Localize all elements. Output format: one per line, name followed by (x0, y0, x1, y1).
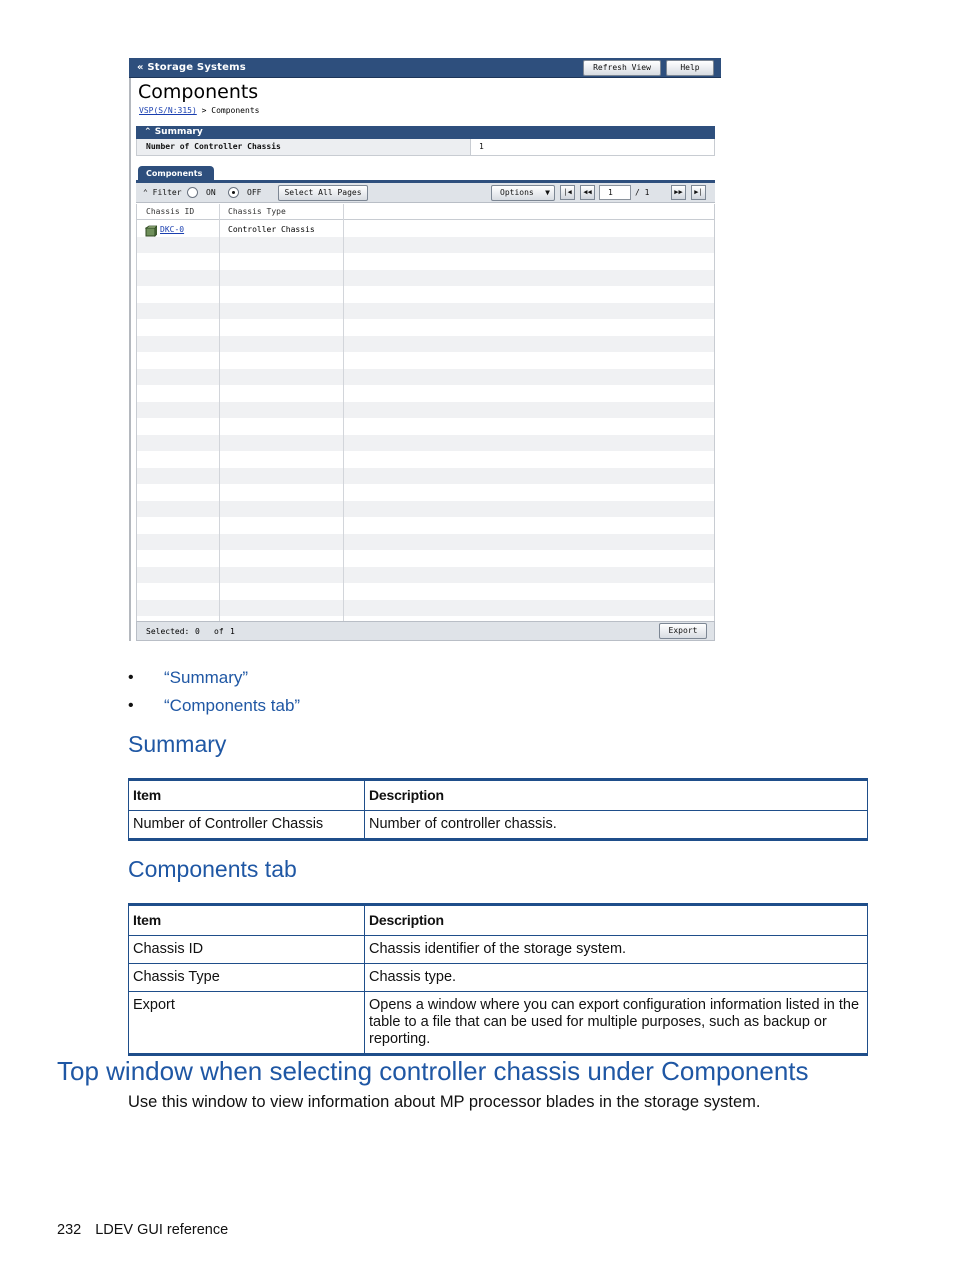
filter-toggle[interactable]: ⌃ Filter (143, 188, 182, 197)
summary-table (128, 778, 868, 841)
first-page-button[interactable] (560, 185, 575, 200)
summary-row-label: Number of Controller Chassis (137, 139, 471, 155)
table-row: Chassis Type Chassis type. (129, 964, 868, 992)
table-toolbar (136, 183, 715, 203)
intro-paragraph: Use this window to view information about MP processor blades in the storage system. (128, 1093, 761, 1111)
footer-title: LDEV GUI reference (95, 1222, 229, 1238)
selected-label: Selected: (146, 627, 190, 636)
tab-components[interactable]: Components (138, 166, 214, 181)
page-number-input[interactable]: 1 (599, 185, 631, 200)
options-dropdown[interactable]: Options ▼ (491, 185, 555, 201)
prev-page-icon: ◀◀ (583, 188, 592, 196)
last-page-icon: ▶| (694, 188, 703, 196)
summary-heading: Summary (128, 731, 227, 757)
filter-off-radio[interactable] (228, 187, 239, 198)
breadcrumb-storage-link[interactable]: VSP(S/N:315) (139, 106, 197, 115)
top-bar (129, 58, 721, 78)
chevron-down-icon: ▼ (545, 188, 550, 197)
summary-header[interactable]: ⌃ Summary (136, 126, 715, 139)
table-row: Chassis ID Chassis identifier of the storage system. (129, 936, 868, 964)
breadcrumb-separator: > (201, 106, 207, 115)
components-header-description: Description (365, 905, 868, 936)
storage-systems-title[interactable]: « Storage Systems (137, 62, 246, 73)
last-page-button[interactable] (691, 185, 706, 200)
page-title: Components (138, 81, 259, 103)
of-label: of (214, 627, 224, 636)
double-chevron-left-icon: « (137, 62, 144, 73)
filter-on-radio[interactable] (187, 187, 198, 198)
total-count: 1 (230, 627, 235, 636)
table-header (137, 204, 715, 220)
status-bar (136, 621, 715, 641)
refresh-view-button[interactable]: Refresh View (583, 60, 661, 76)
collapse-icon: ⌃ (144, 127, 152, 137)
link-list (128, 665, 300, 721)
summary-header-description: Description (365, 780, 868, 811)
next-page-button[interactable] (671, 185, 686, 200)
breadcrumb-current: Components (211, 106, 260, 115)
filter-off-label: OFF (247, 188, 262, 197)
selected-count: 0 (195, 627, 200, 636)
page-footer (57, 1222, 242, 1238)
components-tab-link[interactable]: • “Components tab” (128, 693, 300, 721)
next-page-icon: ▶▶ (674, 188, 683, 196)
summary-row-value: 1 (479, 142, 484, 151)
page-total: / 1 (635, 188, 650, 197)
column-header-chassis-type[interactable]: Chassis Type (228, 207, 286, 216)
filter-on-label: ON (206, 188, 216, 197)
help-button[interactable]: Help (666, 60, 714, 76)
select-all-pages-button[interactable]: Select All Pages (278, 185, 368, 201)
components-header-item: Item (129, 905, 365, 936)
components-window-screenshot (129, 58, 721, 641)
section-heading: Top window when selecting controller chassis under Components (57, 1056, 809, 1086)
left-border (129, 78, 131, 641)
components-tab-heading: Components tab (128, 856, 297, 882)
components-table (136, 204, 715, 621)
prev-page-button[interactable] (580, 185, 595, 200)
components-table-doc (128, 903, 868, 1056)
breadcrumb (139, 106, 259, 115)
filter-expand-icon: ⌃ (143, 188, 148, 197)
chassis-type-cell: Controller Chassis (228, 225, 315, 234)
table-row: Export Opens a window where you can export configuration information listed in the table to a file that can be used for multiple purposes, such as backup or reporting. (129, 992, 868, 1055)
column-header-chassis-id[interactable]: Chassis ID (146, 207, 195, 216)
summary-header-item: Item (129, 780, 365, 811)
first-page-icon: |◀ (563, 188, 572, 196)
summary-row (136, 139, 715, 156)
page-number: 232 (57, 1222, 82, 1238)
export-button[interactable]: Export (659, 623, 707, 639)
chassis-icon (145, 225, 157, 237)
table-row: Number of Controller Chassis Number of controller chassis. (129, 811, 868, 840)
chassis-id-link[interactable]: DKC-0 (160, 225, 185, 234)
summary-link[interactable]: • “Summary” (128, 665, 300, 693)
